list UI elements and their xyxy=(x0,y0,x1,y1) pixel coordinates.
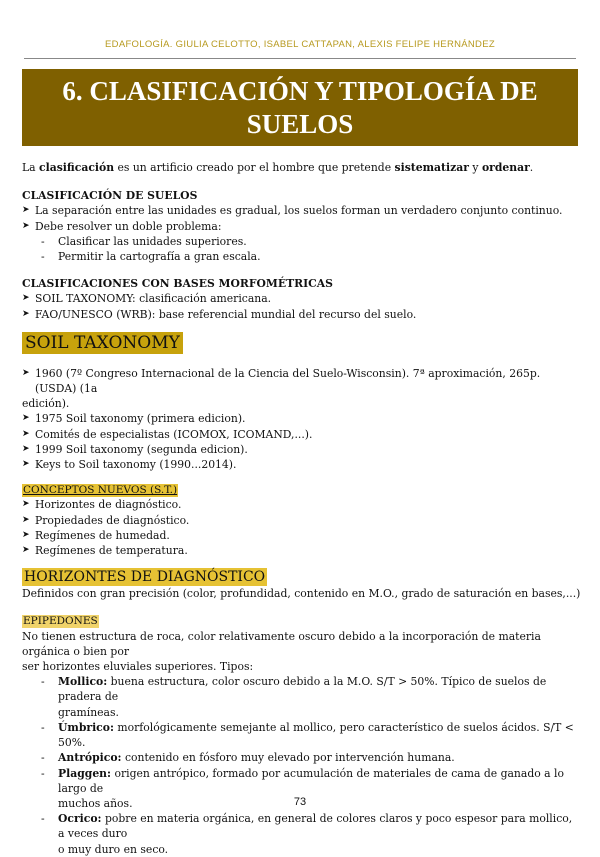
dash-item: - Permitir la cartografía a gran escala. xyxy=(22,249,582,264)
chapter-title-banner xyxy=(22,69,578,146)
horizontes-heading-wrap xyxy=(22,568,582,586)
bullet-item: ➤ Comités de especialistas (ICOMOX, ICOMAND,...). xyxy=(22,427,582,442)
bullet-item: ➤ Keys to Soil taxonomy (1990...2014). xyxy=(22,457,582,472)
bullet-item: ➤ 1975 Soil taxonomy (primera edicion). xyxy=(22,411,582,426)
definition: gramíneas. xyxy=(58,705,119,719)
section-heading-clasificacion: CLASIFICACIÓN DE SUELOS xyxy=(22,189,198,203)
dash-item-ocrico xyxy=(22,811,582,857)
dash-item-antropico xyxy=(22,750,582,765)
page-content xyxy=(22,160,582,857)
conceptos-heading-wrap xyxy=(22,482,582,497)
intro-bold: ordenar xyxy=(481,161,530,174)
bullet-item: ➤ Regímenes de humedad. xyxy=(22,528,582,543)
section-heading-soil-taxonomy: SOIL TAXONOMY xyxy=(22,332,183,354)
intro-bold: clasificación xyxy=(39,161,115,174)
definition: buena estructura, color oscuro debido a la M.O. S/T > 50%. Típico de suelos de pradera de xyxy=(58,675,547,704)
page-number: 73 xyxy=(293,796,307,808)
epipedones-intro-line: No tienen estructura de roca, color relativamente oscuro debido a la incorporación de materia orgánica o bien por xyxy=(22,629,541,658)
bullet-item xyxy=(22,366,582,412)
bullet-item: ➤ Horizontes de diagnóstico. xyxy=(22,497,582,512)
chapter-title-line1: 6. CLASIFICACIÓN Y TIPOLOGÍA DE xyxy=(62,75,538,106)
epipedones-heading-wrap xyxy=(22,613,582,628)
section-heading-epipedones: EPIPEDONES xyxy=(23,615,98,628)
horizontes-text: Definidos con gran precisión (color, profundidad, contenido en M.O., grado de saturación en bases,...) xyxy=(22,587,581,601)
bullet-item: ➤ 1999 Soil taxonomy (segunda edicion). xyxy=(22,442,582,457)
epipedones-intro xyxy=(22,629,582,675)
bullet-item: ➤ Regímenes de temperatura. xyxy=(22,543,582,558)
bullet-text: 1960 (7º Congreso Internacional de la Ciencia del Suelo-Wisconsin). 7ª aproximación, 265p. (USDA) (1a xyxy=(35,366,541,396)
definition: o muy duro en seco. xyxy=(58,842,169,856)
bullet-item: ➤ Propiedades de diagnóstico. xyxy=(22,513,582,528)
definition: contenido en fósforo muy elevado por intervención humana. xyxy=(121,751,455,765)
term: Mollico: xyxy=(58,675,108,689)
dash-item: - Clasificar las unidades superiores. xyxy=(22,234,582,249)
running-header: EDAFOLOGÍA. GIULIA CELOTTO, ISABEL CATTAPAN, ALEXIS FELIPE HERNÁNDEZ xyxy=(105,39,495,50)
intro-paragraph xyxy=(22,160,582,175)
dash-item-umbrico xyxy=(22,720,582,750)
definition: pobre en materia orgánica, en general de colores claros y poco espesor para mollico, a veces duro xyxy=(58,812,573,841)
term: Úmbrico: xyxy=(58,720,114,734)
term: Antrópico: xyxy=(58,751,122,765)
definition: morfológicamente semejante al mollico, pero característico de suelos ácidos. S/T < 50%. xyxy=(58,720,574,750)
bullet-text: edición). xyxy=(22,397,70,411)
intro-text: La xyxy=(22,161,40,174)
bullet-item: ➤ SOIL TAXONOMY: clasificación americana. xyxy=(22,291,582,306)
bullet-item: ➤ La separación entre las unidades es gradual, los suelos forman un verdadero conjunto continuo. xyxy=(22,203,582,218)
soil-taxonomy-heading-wrap xyxy=(22,332,582,354)
header-divider xyxy=(24,58,576,59)
definition: muchos años. xyxy=(58,796,133,810)
intro-bold: sistematizar xyxy=(394,161,469,174)
term: Plaggen: xyxy=(58,766,112,780)
intro-text: es un artificio creado por el hombre que pretende xyxy=(114,161,395,174)
section-heading-horizontes: HORIZONTES DE DIAGNÓSTICO xyxy=(24,569,266,586)
bullet-item: ➤ FAO/UNESCO (WRB): base referencial mundial del recurso del suelo. xyxy=(22,307,582,322)
bullet-item: ➤ Debe resolver un doble problema: xyxy=(22,219,582,234)
intro-text: y xyxy=(468,161,482,174)
definition: origen antrópico, formado por acumulación de materiales de cama de ganado a lo largo de xyxy=(58,766,564,795)
term: Ocrico: xyxy=(58,812,102,826)
dash-item-mollico xyxy=(22,674,582,720)
section-heading-conceptos: CONCEPTOS NUEVOS (S.T.) xyxy=(23,484,178,497)
section-heading-bases: CLASIFICACIONES CON BASES MORFOMÉTRICAS xyxy=(22,277,333,291)
intro-text: . xyxy=(529,161,534,174)
epipedones-intro-line: ser horizontes eluviales superiores. Tipos: xyxy=(22,660,254,674)
chapter-title-line2: SUELOS xyxy=(246,108,354,139)
